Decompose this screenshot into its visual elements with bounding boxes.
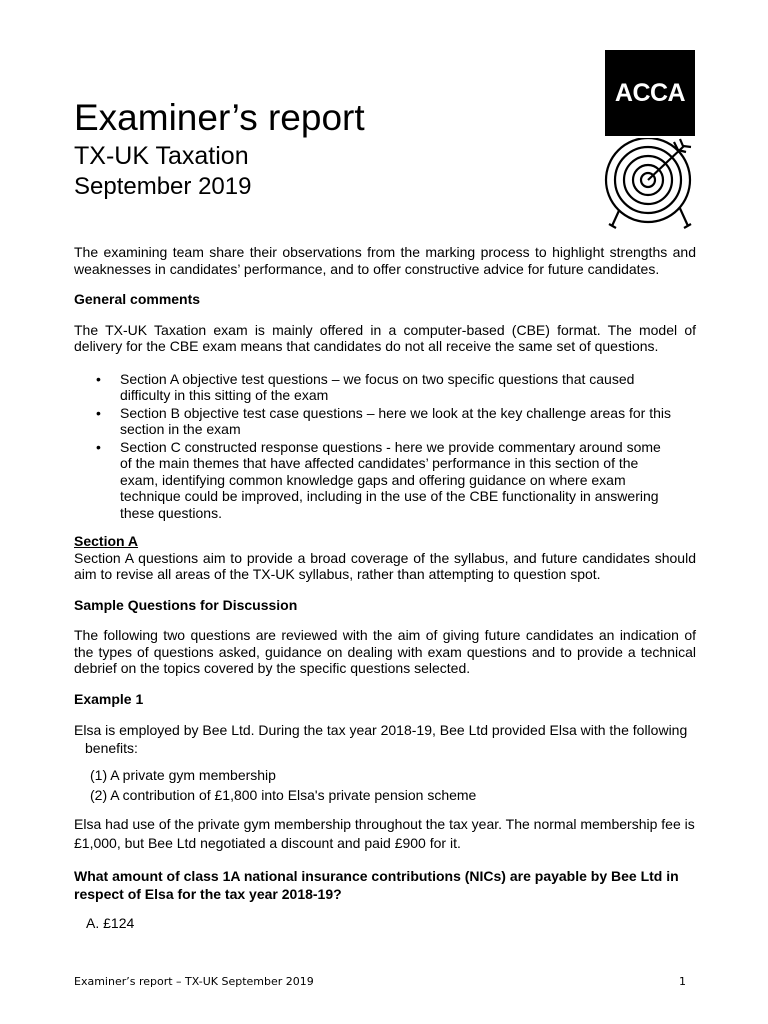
- general-comments-heading: General comments: [74, 291, 201, 307]
- sample-questions-heading: Sample Questions for Discussion: [74, 596, 298, 613]
- example-1-details: Elsa had use of the private gym membership throughout the tax year. The normal membership fee is £1,000, but Bee Ltd negotiated a discount and paid £900 for it.: [74, 816, 695, 851]
- page-title: Examiner’s report: [74, 97, 365, 138]
- sample-questions-text: The following two questions are reviewed with the aim of giving future candidates an indication of the types of questions asked, guidance on dealing with exam questions and to provide a technical debrief on the topics covered by the specific questions selected.: [74, 627, 696, 676]
- report-body: [74, 244, 696, 932]
- section-a-text: Section A questions aim to provide a broad coverage of the syllabus, and future candidates should aim to revise all areas of the TX-UK syllabus, rather than attempting to question spot.: [74, 549, 696, 582]
- example-1-heading: Example 1: [74, 690, 144, 707]
- bullet-icon: •: [96, 404, 101, 421]
- page-footer: [74, 975, 686, 988]
- list-item: (2) A contribution of £1,800 into Elsa's private pension scheme: [90, 786, 477, 803]
- benefits-list: [74, 767, 696, 803]
- list-item: • Section B objective test case questions – here we look at the key challenge areas for this section in the exam: [96, 404, 671, 437]
- report-date: September 2019: [74, 173, 252, 200]
- target-icon: [600, 138, 700, 230]
- section-a-heading: Section A: [74, 533, 139, 549]
- footer-text: Examiner’s report – TX-UK September 2019: [74, 975, 314, 988]
- bullet-icon: •: [96, 370, 101, 387]
- page-subtitle: TX-UK Taxation: [74, 142, 249, 170]
- general-comments-text: The TX-UK Taxation exam is mainly offered in a computer-based (CBE) format. The model of delivery for the CBE exam means that candidates do not all receive the same set of questions.: [74, 321, 696, 354]
- example-1-scenario: Elsa is employed by Bee Ltd. During the tax year 2018-19, Bee Ltd provided Elsa with the following benefits:: [74, 722, 688, 756]
- intro-paragraph: The examining team share their observations from the marking process to highlight strengths and weaknesses in candidates’ performance, and to offer constructive advice for future candidates.: [74, 244, 696, 277]
- answer-option-a: A. £124: [86, 915, 135, 931]
- acca-logo: [605, 50, 695, 136]
- list-item: (1) A private gym membership: [90, 767, 276, 783]
- section-overview-list: [74, 371, 696, 522]
- example-1-question: What amount of class 1A national insurance contributions (NICs) are payable by Bee Ltd in respect of Elsa for the tax year 2018-19?: [74, 868, 679, 902]
- logo-text: ACCA: [614, 78, 686, 107]
- list-item: • Section A objective test questions – we focus on two specific questions that caused difficulty in this sitting of the exam: [96, 370, 635, 403]
- list-item: • Section C constructed response questions - here we provide commentary around some of the main themes that have affected candidates’ performance in this section of the exam, identifying common knowledge gaps and offering guidance on where exam technique could be improved, including in the use of the CBE functionality in answering these questions.: [96, 438, 661, 521]
- bullet-icon: •: [96, 438, 101, 455]
- page-number: 1: [679, 975, 686, 988]
